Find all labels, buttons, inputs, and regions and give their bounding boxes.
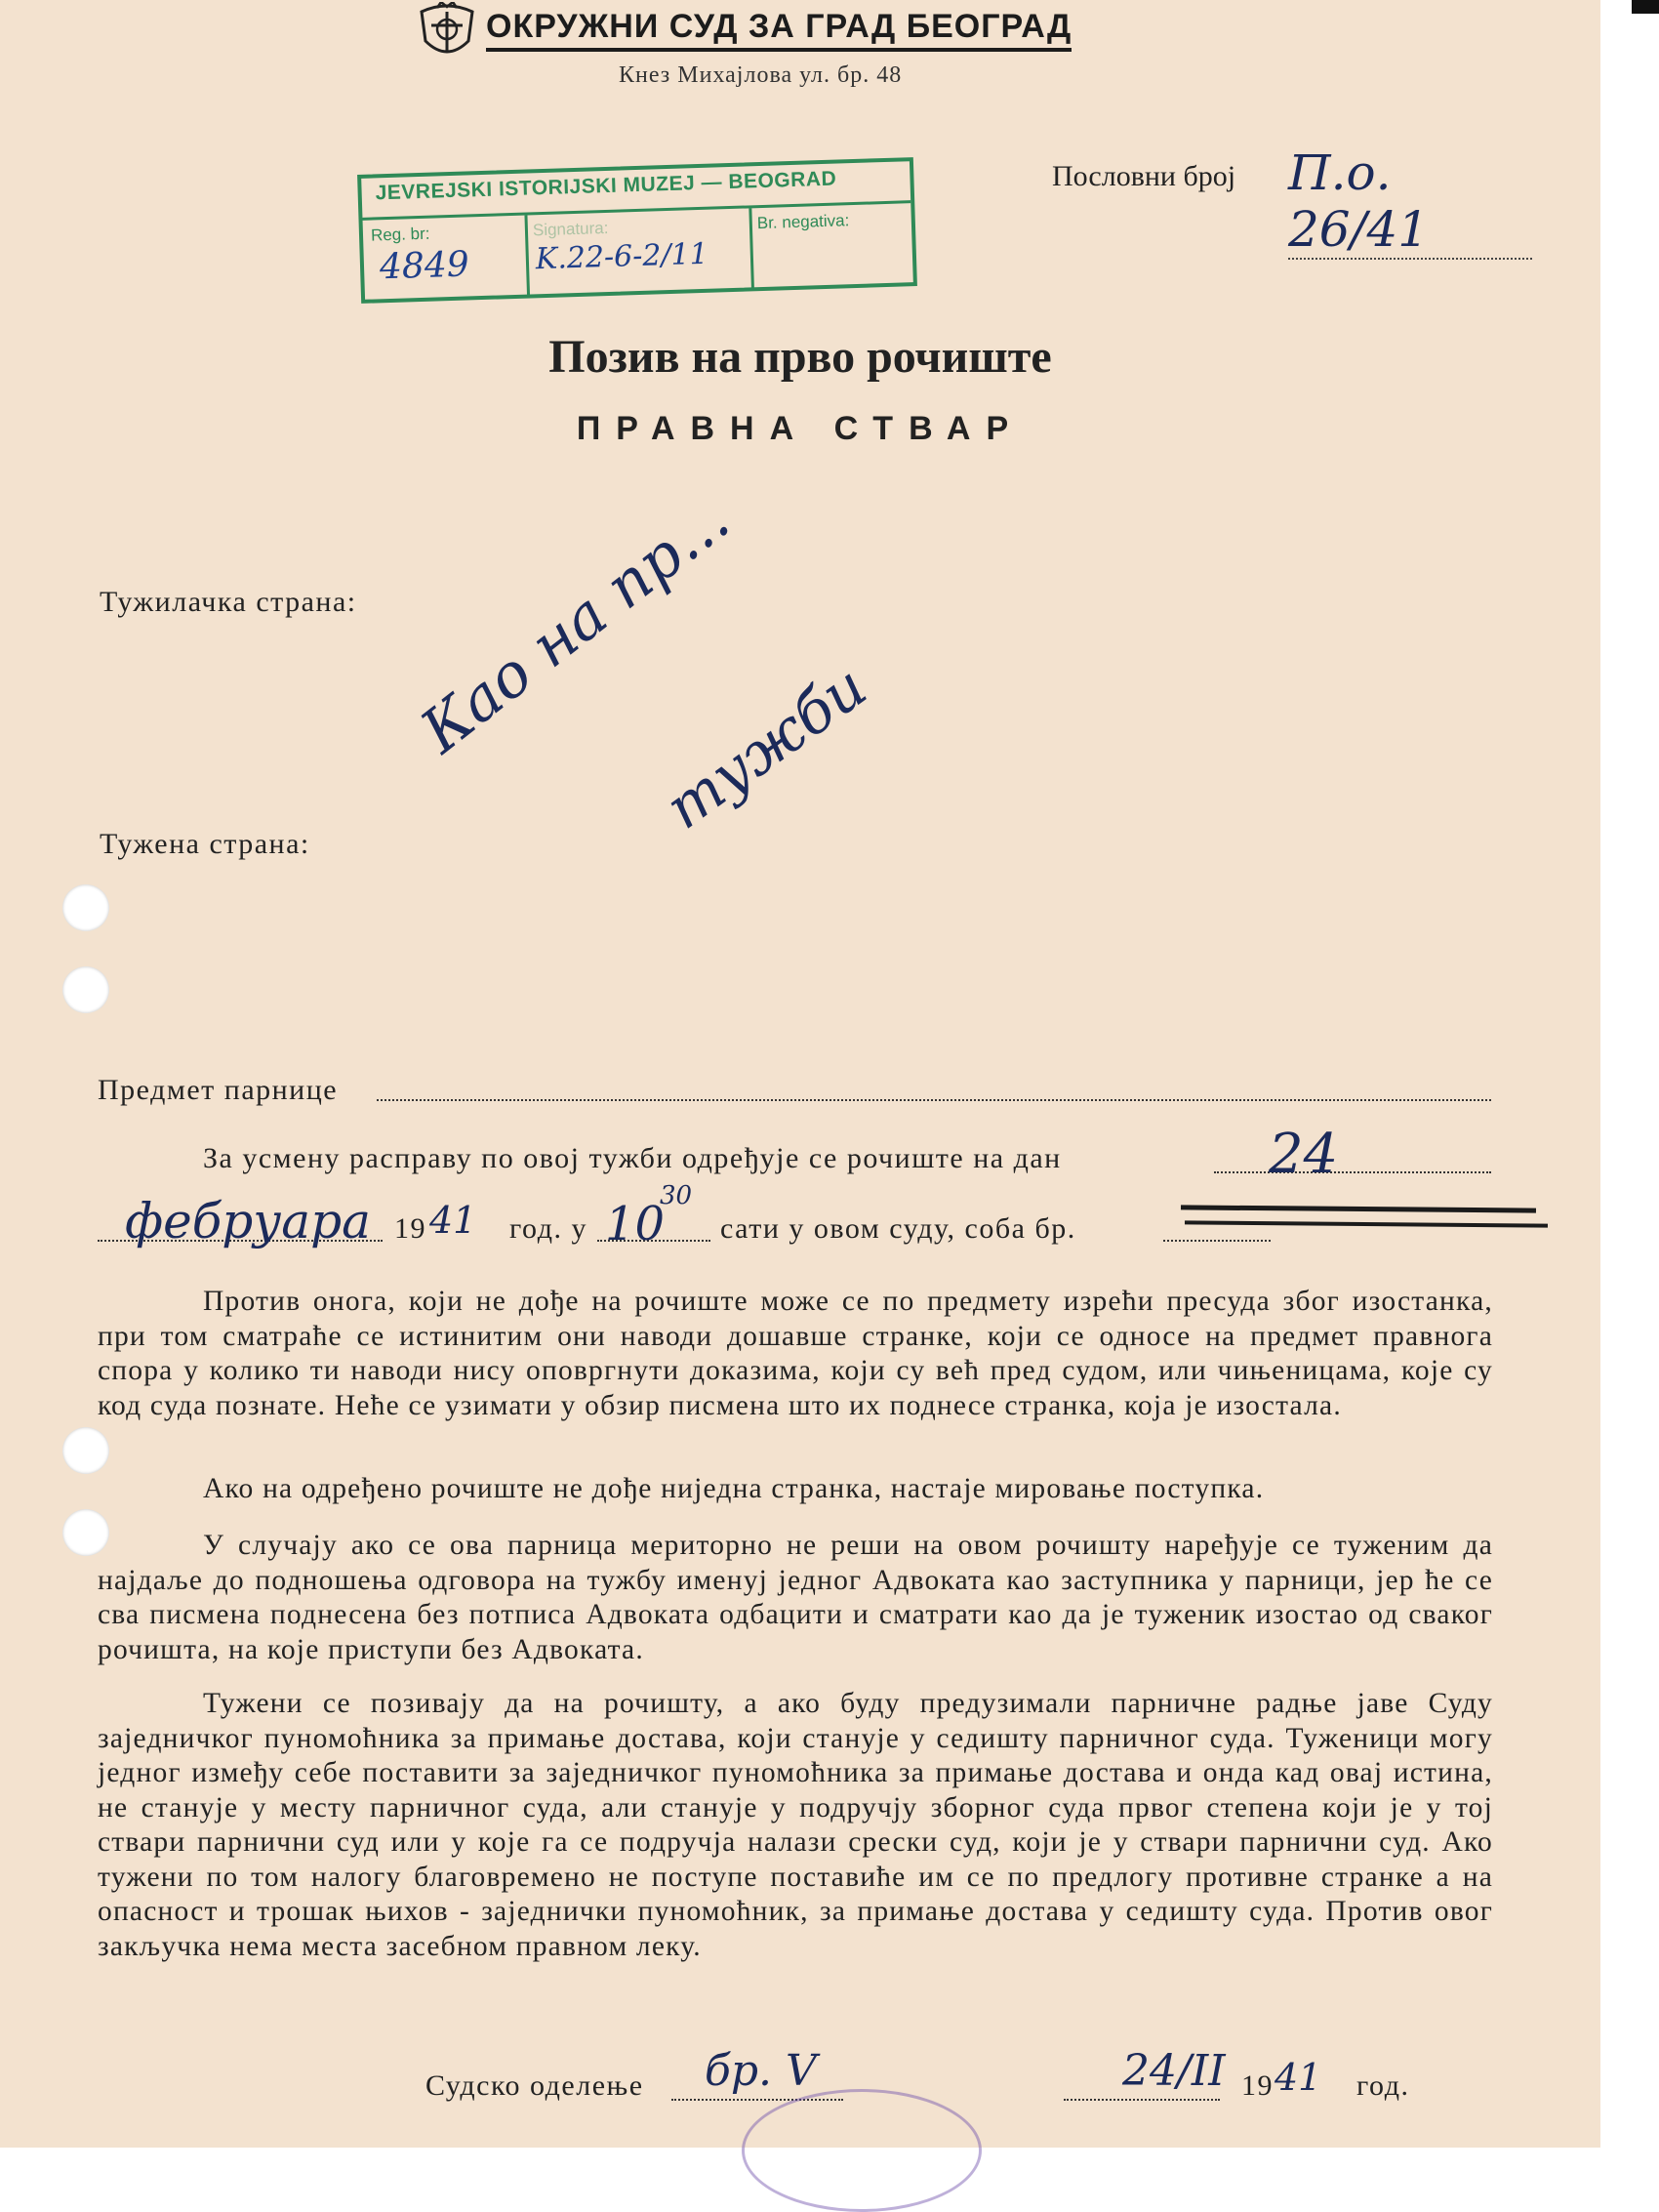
- punch-hole: [62, 966, 109, 1013]
- paragraph-suspension: Ако на одређено рочиште не дође ниједна странка, настаје мировање поступка.: [203, 1473, 1265, 1504]
- footer-date: 24/II: [1122, 2046, 1226, 2096]
- subject-line: [377, 1099, 1491, 1101]
- stamp-title: JEVREJSKI ISTORIJSKI MUZEJ — BEOGRAD: [375, 167, 837, 205]
- defendant-label: Тужена страна:: [100, 828, 310, 860]
- department-value: бр. V: [705, 2046, 817, 2096]
- stamp-reg-value: 4849: [379, 244, 470, 288]
- stamp-reg-label: Reg. br:: [370, 224, 430, 245]
- stamp-fields: [362, 200, 912, 301]
- stamp-negative-label: Br. negativa:: [756, 211, 850, 233]
- handwritten-parties-note: Као на пр...: [407, 482, 743, 767]
- case-number-value: П.о. 26/41: [1288, 144, 1532, 260]
- stamp-signature-value: K.22-6-2/11: [535, 236, 709, 277]
- day-line: [1214, 1171, 1491, 1173]
- footer-god-text: год.: [1356, 2069, 1410, 2102]
- paragraph-attorney: У случају ако се ова парница мериторно не реши на овом рочишту наређује се туженим да најдаље до подношења одговора на тужбу именуј једног Адвоката као заступника у парници, јер ће се сва писмена поднесена без потписа Адвоката одбацити и сматрати као да је туженик изостао од сваког рочишта, на које приступи без Адвоката.: [98, 1530, 1493, 1665]
- document-title: Позив на прво рочиште: [548, 331, 1052, 383]
- hearing-text: За усмену расправу по овој тужби одређује се рочиште на дан: [203, 1142, 1062, 1174]
- paragraph-absence: Против онога, који не дође на рочиште може се по предмету изрећи пресуда због изостанка, при том сматраће се истинитим они наводи дошавше странке, који се односе на предмет правнога спора у колико ти наводи нису оповргнути доказима, који су већ пред судом, или чињеницама, које су код суда познате. Неће се узимати у обзир писмена што их поднесе странка, која је изостала.: [98, 1286, 1493, 1421]
- case-number-label: Пословни број: [1052, 160, 1236, 192]
- hearing-room-text: сати у овом суду, соба бр.: [720, 1212, 1076, 1245]
- hearing-minutes: 30: [660, 1181, 693, 1210]
- date-line: [1064, 2099, 1220, 2101]
- stamp-negative-cell: [749, 203, 907, 288]
- scan-edge-mark: [1632, 0, 1659, 14]
- plaintiff-label: Тужилачка страна:: [100, 586, 357, 618]
- scan-margin: [1600, 0, 1659, 2148]
- hearing-hour: 10: [605, 1197, 666, 1251]
- stamp-signature-label: Signatura:: [532, 218, 609, 240]
- hearing-month: фебруара: [125, 1193, 371, 1249]
- punch-hole: [62, 1427, 109, 1474]
- hearing-year-suffix: 41: [429, 1199, 477, 1242]
- footer-year-suffix: 41: [1275, 2056, 1322, 2099]
- stamp-signature-cell: [524, 208, 753, 295]
- court-seal: [742, 2089, 982, 2212]
- paragraph-representative: Тужени се позивају да на рочишту, а ако буду предузимали парничне радње јаве Суду заједничког пуномоћника за примање достава, који станује у седишту парничног суда. Туженици могу једног између себе поставити за заједничког пуномоћника за примање достава и онда кад овај истина, не станује у месту парничног суда, али станује у подручју зборног суда првог степена који је у тој ствари парнични суд или у које га се подручја налази срески суд, који је у ствари парнични суд. Ако тужени по том налогу благовремено не поступе поставиће им се по предлогу противне странке а на опасност и трошак њихов - заједнички пуномоћник, за примање достава у седишту суда. Против овог закључка нема места засебном правном леку.: [98, 1688, 1493, 1962]
- court-name: ОКРУЖНИ СУД ЗА ГРАД БЕОГРАД: [486, 8, 1072, 52]
- document-subtitle: ПРАВНА СТВАР: [576, 410, 1025, 447]
- subject-label: Предмет парнице: [98, 1074, 339, 1106]
- punch-hole: [62, 884, 109, 931]
- court-address: Кнез Михајлова ул. бр. 48: [619, 62, 903, 88]
- room-line: [1163, 1240, 1271, 1242]
- hearing-god-text: год. у: [509, 1212, 587, 1245]
- stamp-reg-cell: [363, 216, 530, 301]
- hearing-day: 24: [1269, 1123, 1339, 1186]
- museum-stamp: [357, 157, 917, 304]
- footer-year-prefix: 19: [1241, 2069, 1274, 2102]
- handwritten-parties-note-2: тужби: [653, 652, 879, 843]
- coat-of-arms-icon: [416, 2, 478, 62]
- department-label: Судско оделење: [425, 2069, 644, 2102]
- hearing-year-prefix: 19: [394, 1212, 426, 1245]
